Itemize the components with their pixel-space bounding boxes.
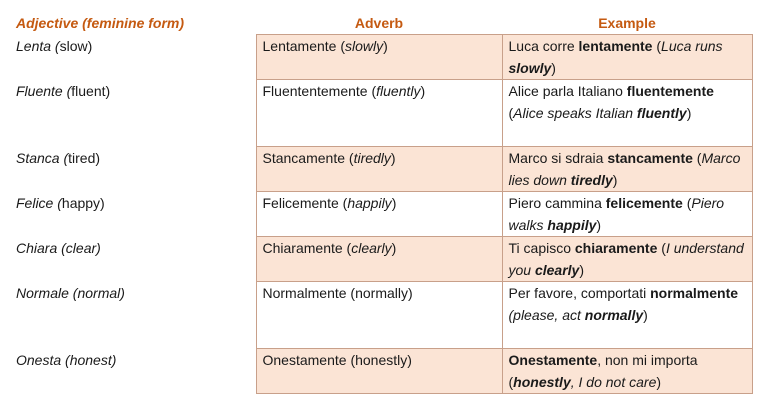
example-cell: Ti capisco chiaramente (I understand you clearly) [502,237,752,282]
example-cell: Onestamente, non mi importa (honestly, I do not care) [502,349,752,394]
example-cell: Per favore, comportati normalmente (please, act normally) [502,282,752,349]
table-row [12,349,752,394]
header-row [12,12,752,35]
header-example: Example [598,15,656,31]
table-row [12,80,752,147]
adjective-cell: Fluente (fluent) [16,82,111,99]
header-adjective: Adjective (feminine form) [16,15,185,32]
adverb-cell: Lentamente (slowly) [256,35,502,80]
example-cell: Marco si sdraia stancamente (Marco lies down tiredly) [502,147,752,192]
example-cell: Piero cammina felicemente (Piero walks happily) [502,192,752,237]
header-adverb: Adverb [354,15,404,31]
table-row [12,282,752,349]
adjective-cell: Normale (normal) [16,284,125,301]
adjective-cell: Stanca (tired) [16,149,101,166]
adverb-cell: Fluententemente (fluently) [256,80,502,147]
adjective-cell: Onesta (honest) [16,351,117,368]
table-row [12,192,752,237]
example-cell: Alice parla Italiano fluentemente (Alice speaks Italian fluently) [502,80,752,147]
table-row [12,35,752,80]
table-row [12,237,752,282]
adjective-cell: Felice (happy) [16,194,105,211]
table-row [12,147,752,192]
adverb-cell: Chiaramente (clearly) [256,237,502,282]
adverb-cell: Onestamente (honestly) [256,349,502,394]
adjective-cell: Chiara (clear) [16,239,101,256]
adverb-cell: Normalmente (normally) [256,282,502,349]
example-cell: Luca corre lentamente (Luca runs slowly) [502,35,752,80]
adverb-table [12,12,753,394]
adverb-cell: Felicemente (happily) [256,192,502,237]
adverb-cell: Stancamente (tiredly) [256,147,502,192]
adjective-cell: Lenta (slow) [16,37,93,54]
